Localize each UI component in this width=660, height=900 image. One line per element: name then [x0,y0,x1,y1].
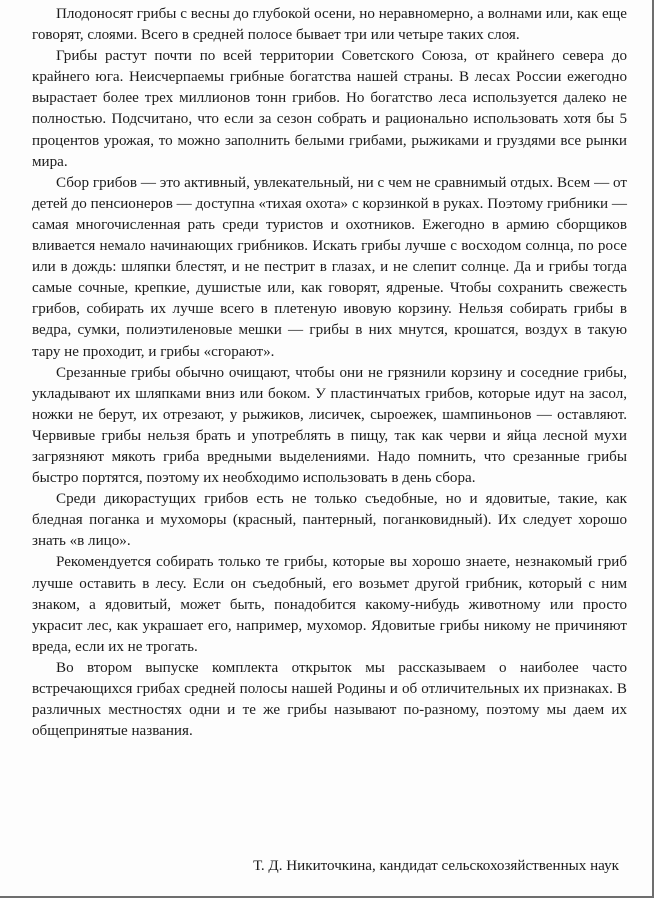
article-body [32,4,627,742]
paragraph-7: Во втором выпуске комплекта открыток мы рассказываем о наиболее часто встречающихся грибах средней полосы нашей Родины и об отличительных их признаках. В различных местностях одни и те же грибы называют по-разному, поэтому мы даем их общепринятые названия. [32,659,627,740]
paragraph-4: Срезанные грибы обычно очищают, чтобы они не грязнили корзину и соседние грибы, укладывают их шляпками вниз или боком. У пластинчатых грибов, которые идут на засол, ножки не берут, их отрезают, у рыжиков, лисичек, сыроежек, шампиньонов — оставляют. Червивые грибы нельзя брать и употреблять в пищу, так как черви и яйца лесной мухи загрязняют мякоть гриба вредными выделениями. Надо помнить, что срезанные грибы быстро портятся, поэтому их необходимо использовать в день сбора. [32,364,627,487]
paragraph-1: Плодоносят грибы с весны до глубокой осени, но неравномерно, а волнами или, как еще говорят, слоями. Всего в средней полосе бывает три или четыре таких слоя. [32,6,627,44]
paragraph-5: Среди дикорастущих грибов есть не только съедобные, но и ядовитые, такие, как бледная поганка и мухоморы (красный, пантерный, поганковидный). Их следует хорошо знать «в лицо». [32,491,627,550]
paragraph-6: Рекомендуется собирать только те грибы, которые вы хорошо знаете, незнакомый гриб лучше оставить в лесу. Если он съедобный, его возьмет другой грибник, который с ним знаком, а ядовитый, может быть, понадобится какому-нибудь животному или просто украсит лес, как украшает его, например, мухомор. Ядовитые грибы никому не причиняют вреда, если их не трогать. [32,554,627,655]
paragraph-3: Сбор грибов — это активный, увлекательный, ни с чем не сравнимый отдых. Всем — от детей до пенсионеров — доступна «тихая охота» с корзинкой в руках. Поэтому грибники — самая многочисленная рать среди туристов и охотников. Ежегодно в армию сборщиков вливается немало начинающих грибников. Искать грибы лучше с восходом солнца, по росе или в дождь: шляпки блестят, и не пестрит в глазах, и не слепит солнце. Да и грибы тогда самые сочные, крепкие, душистые или, как говорят, ядреные. Чтобы сохранить свежесть грибов, собирать их лучше всего в плетеную ивовую корзину. Нельзя собирать грибы в ведра, сумки, полиэтиленовые мешки — грибы в них мнутся, крошатся, воздух в такую тару не проходит, и грибы «сгорают». [32,174,627,360]
author-signature: Т. Д. Никиточкина, кандидат сельскохозяйственных наук [253,858,619,874]
paragraph-2: Грибы растут почти по всей территории Советского Союза, от крайнего севера до крайнего юга. Неисчерпаемы грибные богатства нашей страны. В лесах России ежегодно вырастает более трех миллионов тонн грибов. Но богатство леса используется далеко не полностью. Подсчитано, что если за сезон собрать и рационально использовать хотя бы 5 процентов урожая, то можно заполнить белыми грибами, рыжиками и груздями все рынки мира. [32,48,627,170]
